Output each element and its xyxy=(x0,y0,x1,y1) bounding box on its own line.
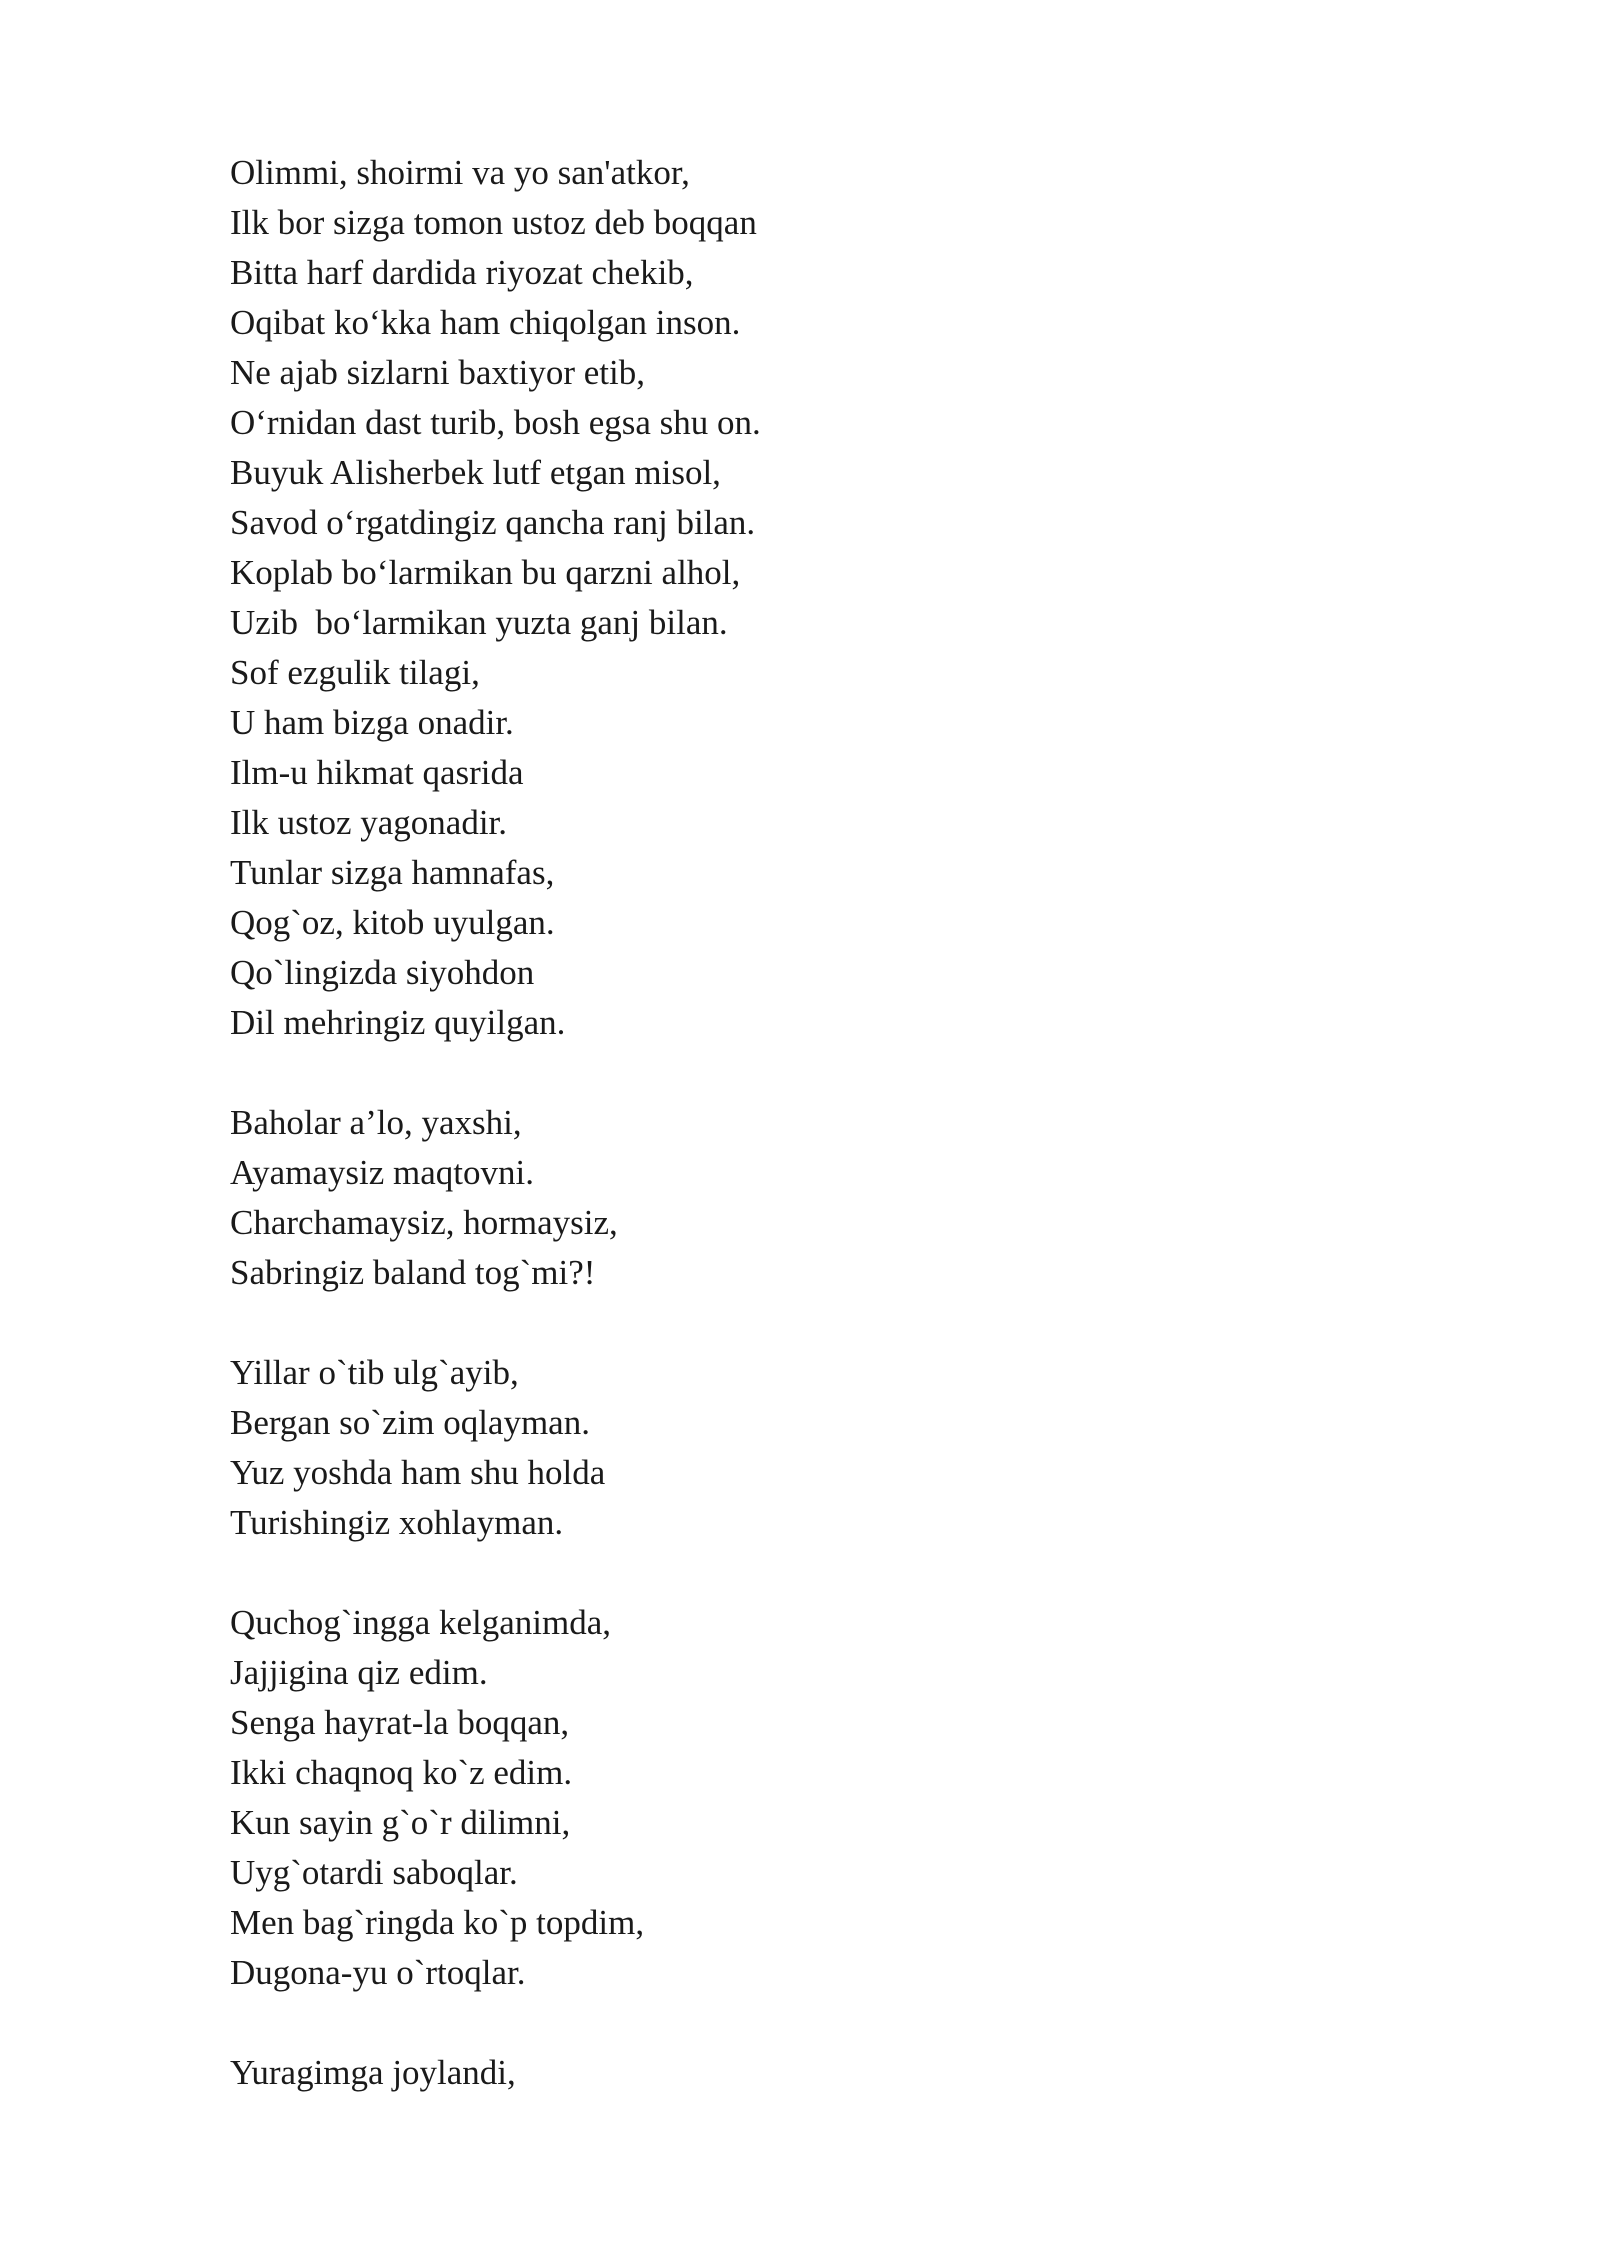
poem-line: Yuz yoshda ham shu holda xyxy=(230,1453,606,1492)
poem-line: Ilm-u hikmat qasrida xyxy=(230,753,524,792)
poem-line: U ham bizga onadir. xyxy=(230,703,514,742)
poem-line: Ne ajab sizlarni baxtiyor etib, xyxy=(230,353,645,392)
poem-line: Bergan so`zim oqlayman. xyxy=(230,1403,590,1442)
poem-line: Jajjigina qiz edim. xyxy=(230,1653,488,1692)
stanza xyxy=(230,2048,1430,2098)
poem-line: Quchog`ingga kelganimda, xyxy=(230,1603,612,1642)
poem-line: Sof ezgulik tilagi, xyxy=(230,653,480,692)
poem-line: Baholar a’lo, yaxshi, xyxy=(230,1103,522,1142)
poem-line: Qog`oz, kitob uyulgan. xyxy=(230,903,555,942)
poem-line: Koplab boʻlarmikan bu qarzni alhol, xyxy=(230,553,741,592)
poem-line: Ilk bor sizga tomon ustoz deb boqqan xyxy=(230,203,757,242)
poem-text xyxy=(230,148,1430,2148)
poem-line: Buyuk Alisherbek lutf etgan misol, xyxy=(230,453,721,492)
poem-line: Kun sayin g`o`r dilimni, xyxy=(230,1803,571,1842)
stanza xyxy=(230,1598,1430,1998)
stanza xyxy=(230,148,1430,1048)
poem-line: Yuragimga joylandi, xyxy=(230,2053,516,2092)
poem-line: Dil mehringiz quyilgan. xyxy=(230,1003,566,1042)
poem-line: Ilk ustoz yagonadir. xyxy=(230,803,508,842)
poem-line: Qo`lingizda siyohdon xyxy=(230,953,535,992)
poem-line: Oqibat koʻkka ham chiqolgan inson. xyxy=(230,303,741,342)
stanza xyxy=(230,1348,1430,1548)
poem-line: Oʻrnidan dast turib, bosh egsa shu on. xyxy=(230,403,761,442)
poem-line: Turishingiz xohlayman. xyxy=(230,1503,564,1542)
poem-line: Olimmi, shoirmi va yo san'atkor, xyxy=(230,153,690,192)
poem-line: Ikki chaqnoq ko`z edim. xyxy=(230,1753,573,1792)
poem-line: Dugona-yu o`rtoqlar. xyxy=(230,1953,526,1992)
poem-line: Men bag`ringda ko`p topdim, xyxy=(230,1903,645,1942)
poem-line: Sabringiz baland tog`mi?! xyxy=(230,1253,596,1292)
poem-line: Uyg`otardi saboqlar. xyxy=(230,1853,518,1892)
poem-line: Savod oʻrgatdingiz qancha ranj bilan. xyxy=(230,503,756,542)
poem-line: Bitta harf dardida riyozat chekib, xyxy=(230,253,694,292)
poem-line: Tunlar sizga hamnafas, xyxy=(230,853,555,892)
poem-line: Ayamaysiz maqtovni. xyxy=(230,1153,534,1192)
stanza xyxy=(230,1098,1430,1298)
poem-line: Uzib boʻlarmikan yuzta ganj bilan. xyxy=(230,603,728,642)
poem-line: Charchamaysiz, hormaysiz, xyxy=(230,1203,618,1242)
poem-line: Senga hayrat-la boqqan, xyxy=(230,1703,570,1742)
poem-line: Yillar o`tib ulg`ayib, xyxy=(230,1353,519,1392)
